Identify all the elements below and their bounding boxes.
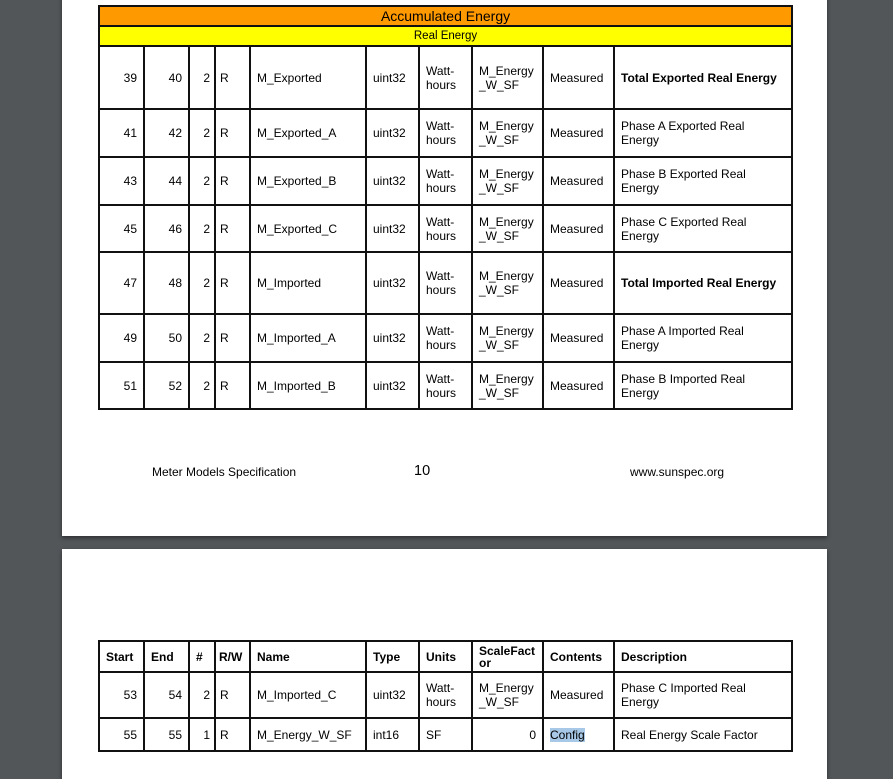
header-start: Start: [99, 641, 144, 672]
cell-rw: [215, 252, 250, 314]
register-table: [98, 5, 793, 410]
cell-end: [144, 362, 189, 409]
cell-description: [614, 362, 792, 409]
cell-description-text: Phase A Exported Real Energy: [621, 119, 745, 147]
cell-start: [99, 205, 144, 252]
cell-scalefactor-text: 0: [529, 727, 536, 742]
cell-description-text: Phase C Imported Real Energy: [621, 681, 746, 709]
cell-units: [419, 157, 472, 205]
cell-name: [250, 362, 366, 409]
cell-end: [144, 205, 189, 252]
cell-description: [614, 46, 792, 109]
cell-units-text: Watt- hours: [426, 214, 457, 243]
cell-scalefactor-text: M_Energy _W_SF: [479, 119, 534, 147]
cell-units: [419, 205, 472, 252]
cell-name-text: M_Imported: [257, 276, 322, 290]
cell-name-text: M_Imported_B: [257, 378, 336, 393]
cell-type-text: uint32: [373, 221, 406, 236]
cell-count-text: 2: [203, 70, 210, 85]
cell-count: [189, 672, 215, 718]
cell-count-text: 2: [203, 174, 210, 188]
pdf-page-10: [62, 0, 827, 536]
cell-scalefactor-text: M_Energy _W_SF: [479, 371, 534, 400]
cell-units-text: Watt- hours: [426, 324, 457, 352]
cell-name-text: M_Imported_C: [257, 688, 337, 702]
table-row: [99, 672, 792, 718]
cell-name: [250, 314, 366, 362]
cell-count: [189, 109, 215, 157]
cell-start: [99, 157, 144, 205]
cell-name: [250, 672, 366, 718]
cell-description: [614, 314, 792, 362]
cell-type: [366, 718, 419, 751]
cell-scalefactor-text: M_Energy _W_SF: [479, 167, 534, 195]
cell-contents-text: Measured: [550, 276, 604, 290]
cell-rw-text: R: [220, 221, 229, 236]
cell-start-text: 53: [123, 688, 137, 702]
cell-name: [250, 157, 366, 205]
header-rw: R/W: [215, 641, 250, 672]
cell-count-text: 2: [203, 331, 210, 345]
cell-end-text: 40: [168, 70, 182, 85]
cell-description: [614, 109, 792, 157]
cell-scalefactor-text: M_Energy _W_SF: [479, 214, 534, 243]
pdf-page-11: [62, 549, 827, 779]
cell-type-text: uint32: [373, 126, 406, 140]
cell-scalefactor: [472, 205, 543, 252]
section-header: Accumulated Energy: [99, 6, 792, 26]
cell-contents: [543, 314, 614, 362]
cell-contents: [543, 362, 614, 409]
cell-type: [366, 205, 419, 252]
subsection-header-row: [99, 26, 792, 46]
cell-units: [419, 314, 472, 362]
cell-units-text: Watt- hours: [426, 119, 457, 147]
cell-end-text: 54: [168, 688, 182, 702]
cell-end: [144, 314, 189, 362]
cell-end: [144, 672, 189, 718]
table-row: [99, 718, 792, 751]
cell-units: [419, 672, 472, 718]
cell-contents: [543, 252, 614, 314]
cell-rw: [215, 314, 250, 362]
cell-name: [250, 109, 366, 157]
cell-units-text: Watt- hours: [426, 63, 457, 92]
cell-name: [250, 46, 366, 109]
cell-type-text: uint32: [373, 174, 406, 188]
table-row: [99, 252, 792, 314]
cell-type-text: uint32: [373, 688, 406, 702]
cell-rw: [215, 718, 250, 751]
cell-start-text: 47: [123, 276, 137, 290]
cell-description: [614, 718, 792, 751]
cell-count-text: 2: [203, 221, 210, 236]
cell-name-text: M_Exported_A: [257, 126, 337, 140]
cell-rw: [215, 362, 250, 409]
cell-count: [189, 46, 215, 109]
cell-start: [99, 672, 144, 718]
cell-rw-text: R: [220, 174, 229, 188]
cell-end-text: 42: [168, 126, 182, 140]
cell-name-text: M_Exported_B: [257, 174, 337, 188]
cell-description: [614, 252, 792, 314]
cell-rw: [215, 672, 250, 718]
cell-description-text: Total Imported Real Energy: [621, 276, 777, 290]
cell-description-text: Real Energy Scale Factor: [621, 727, 758, 742]
cell-name-text: M_Exported: [257, 70, 322, 85]
cell-description-text: Phase A Imported Real Energy: [621, 324, 744, 352]
cell-units-text: Watt- hours: [426, 371, 457, 400]
cell-end: [144, 157, 189, 205]
cell-type: [366, 672, 419, 718]
cell-description-text: Phase B Exported Real Energy: [621, 167, 746, 195]
cell-count: [189, 718, 215, 751]
cell-units: [419, 718, 472, 751]
cell-count: [189, 362, 215, 409]
cell-contents: [543, 46, 614, 109]
cell-start: [99, 718, 144, 751]
cell-contents: [543, 109, 614, 157]
table-row: [99, 362, 792, 409]
cell-units: [419, 362, 472, 409]
cell-contents: [543, 205, 614, 252]
cell-type-text: uint32: [373, 378, 406, 393]
cell-end: [144, 46, 189, 109]
cell-rw: [215, 46, 250, 109]
cell-scalefactor-text: M_Energy _W_SF: [479, 681, 534, 709]
cell-rw: [215, 205, 250, 252]
cell-scalefactor: [472, 362, 543, 409]
table-header-row: [99, 641, 792, 672]
cell-scalefactor: [472, 109, 543, 157]
cell-start-text: 45: [123, 221, 137, 236]
cell-start: [99, 362, 144, 409]
cell-start: [99, 314, 144, 362]
cell-start-text: 43: [123, 174, 137, 188]
cell-units: [419, 252, 472, 314]
cell-start: [99, 252, 144, 314]
table-row: [99, 46, 792, 109]
cell-count-text: 2: [203, 688, 210, 702]
cell-type: [366, 362, 419, 409]
cell-contents-text: Measured: [550, 126, 604, 140]
cell-end: [144, 718, 189, 751]
cell-contents-text: Measured: [550, 378, 604, 393]
header-end: End: [144, 641, 189, 672]
cell-description-text: Phase C Exported Real Energy: [621, 214, 747, 243]
cell-units-text: Watt- hours: [426, 681, 457, 709]
cell-units: [419, 46, 472, 109]
cell-contents-text: Measured: [550, 688, 604, 702]
cell-name-text: M_Exported_C: [257, 221, 338, 236]
cell-units-text: Watt- hours: [426, 167, 457, 195]
cell-count-text: 2: [203, 378, 210, 393]
cell-contents: [543, 718, 614, 751]
cell-start-text: 41: [123, 126, 137, 140]
cell-end: [144, 252, 189, 314]
cell-units-text: Watt- hours: [426, 269, 457, 297]
cell-rw: [215, 109, 250, 157]
header-contents: Contents: [543, 641, 614, 672]
cell-count-text: 2: [203, 126, 210, 140]
cell-scalefactor: [472, 672, 543, 718]
header-name: Name: [250, 641, 366, 672]
cell-description-text: Phase B Imported Real Energy: [621, 371, 746, 400]
cell-type: [366, 109, 419, 157]
cell-type: [366, 314, 419, 362]
cell-end-text: 48: [168, 276, 182, 290]
cell-start-text: 39: [123, 70, 137, 85]
cell-contents-text: Measured: [550, 221, 604, 236]
cell-rw-text: R: [220, 331, 229, 345]
cell-name-text: M_Imported_A: [257, 331, 336, 345]
cell-count: [189, 205, 215, 252]
cell-rw-text: R: [220, 70, 229, 85]
cell-type: [366, 157, 419, 205]
cell-scalefactor: [472, 46, 543, 109]
cell-type: [366, 46, 419, 109]
cell-start-text: 49: [123, 331, 137, 345]
cell-type-text: int16: [373, 727, 400, 742]
cell-contents: [543, 157, 614, 205]
cell-end-text: 52: [168, 378, 182, 393]
cell-rw-text: R: [220, 276, 229, 290]
cell-count-text: 2: [203, 276, 210, 290]
cell-count-text: 1: [203, 727, 210, 742]
cell-type-text: uint32: [373, 331, 406, 345]
cell-description: [614, 157, 792, 205]
cell-rw-text: R: [220, 688, 229, 702]
footer-title: Meter Models Specification: [152, 465, 297, 479]
cell-scalefactor: [472, 314, 543, 362]
table-row: [99, 109, 792, 157]
selected-text[interactable]: Config: [550, 727, 585, 742]
table-row: [99, 205, 792, 252]
cell-count: [189, 157, 215, 205]
cell-end-text: 55: [168, 727, 182, 742]
cell-name-text: M_Energy_W_SF: [257, 727, 352, 742]
cell-contents: [543, 672, 614, 718]
cell-end-text: 50: [168, 331, 182, 345]
cell-units: [419, 109, 472, 157]
footer-website: www.sunspec.org: [630, 465, 725, 479]
table-row: [99, 314, 792, 362]
cell-rw-text: R: [220, 727, 229, 742]
cell-scalefactor: [472, 157, 543, 205]
header-units: Units: [419, 641, 472, 672]
cell-name: [250, 205, 366, 252]
cell-scalefactor-text: M_Energy _W_SF: [479, 63, 534, 92]
cell-contents-text: Measured: [550, 331, 604, 345]
cell-description: [614, 672, 792, 718]
cell-contents-text: Measured: [550, 174, 604, 188]
header-description: Description: [614, 641, 792, 672]
section-header-row: [99, 6, 792, 26]
cell-end-text: 46: [168, 221, 182, 236]
cell-count: [189, 252, 215, 314]
cell-scalefactor-text: M_Energy _W_SF: [479, 269, 534, 297]
cell-scalefactor: [472, 718, 543, 751]
cell-type: [366, 252, 419, 314]
cell-start-text: 55: [123, 727, 137, 742]
cell-description-text: Total Exported Real Energy: [621, 70, 777, 85]
cell-name: [250, 718, 366, 751]
cell-type-text: uint32: [373, 276, 406, 290]
cell-start: [99, 46, 144, 109]
cell-type-text: uint32: [373, 70, 406, 85]
cell-contents-text: Measured: [550, 70, 604, 85]
subsection-header: Real Energy: [99, 26, 792, 46]
cell-name: [250, 252, 366, 314]
cell-start: [99, 109, 144, 157]
cell-rw-text: R: [220, 126, 229, 140]
cell-scalefactor-text: M_Energy _W_SF: [479, 324, 534, 352]
cell-count: [189, 314, 215, 362]
cell-scalefactor: [472, 252, 543, 314]
header-type: Type: [366, 641, 419, 672]
cell-rw: [215, 157, 250, 205]
register-table: [98, 640, 793, 752]
header-count: #: [189, 641, 215, 672]
cell-units-text: SF: [426, 727, 442, 742]
table-row: [99, 157, 792, 205]
cell-description: [614, 205, 792, 252]
header-scalefactor: ScaleFactor: [472, 641, 543, 672]
footer-page-number: 10: [414, 463, 431, 479]
cell-end: [144, 109, 189, 157]
cell-rw-text: R: [220, 378, 229, 393]
cell-start-text: 51: [123, 378, 137, 393]
cell-end-text: 44: [168, 174, 182, 188]
